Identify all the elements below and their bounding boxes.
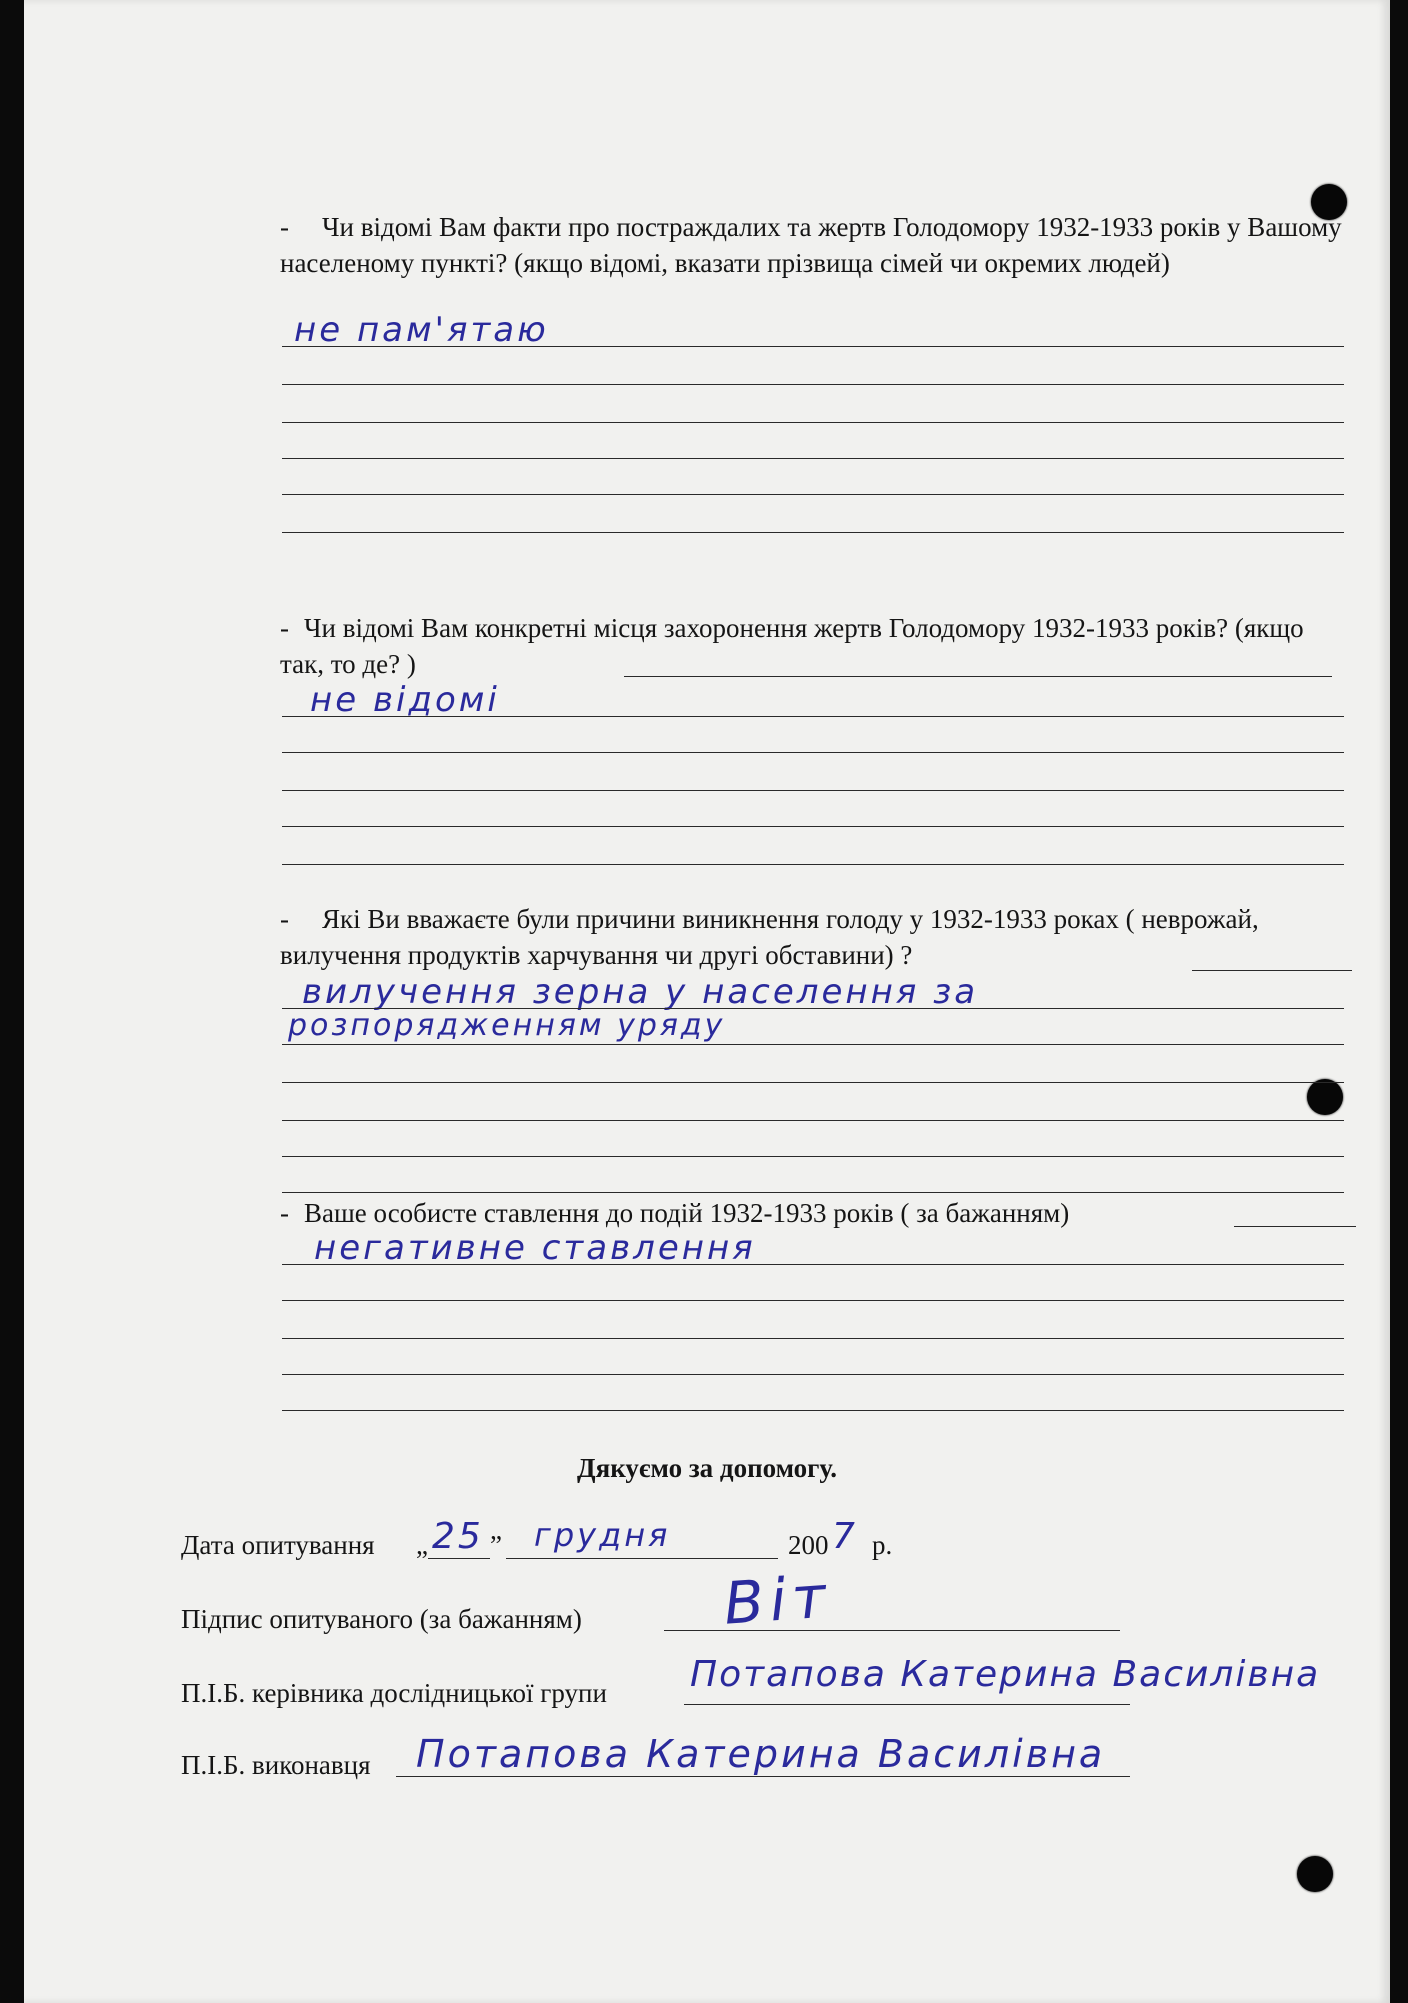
executor-underline <box>396 1776 1130 1777</box>
date-label: Дата опитування <box>181 1530 375 1560</box>
questionnaire-page <box>24 0 1390 2003</box>
answer-rule <box>282 1192 1344 1193</box>
question-text: Чи відомі Вам факти про постраждалих та жертв Голодомору 1932-1933 років у Вашому населеному пункті? (якщо відомі, вказати прізвища сімей чи окремих людей) <box>280 212 1342 278</box>
answer-rule <box>1234 1226 1356 1227</box>
answer-rule <box>282 458 1344 459</box>
executor-value: Потапова Катерина Василівна <box>416 1732 1106 1776</box>
date-year-suffix: р. <box>872 1530 893 1560</box>
signature-label: Підпис опитуваного (за бажанням) <box>181 1604 582 1634</box>
question-dash: - <box>280 904 289 934</box>
answer-rule <box>282 1120 1344 1121</box>
question-4 <box>280 1195 1354 1231</box>
group-leader-underline <box>684 1704 1130 1705</box>
answer-rule <box>282 1082 1344 1083</box>
answer-rule <box>282 864 1344 865</box>
answer-rule <box>282 1374 1344 1375</box>
group-leader-label: П.І.Б. керівника дослідницької групи <box>181 1678 607 1708</box>
date-day-value: 25 <box>432 1516 484 1557</box>
punch-hole-middle <box>1307 1079 1343 1115</box>
answer-3-line-1: вилучення зерна у населення за <box>302 972 979 1012</box>
executor-label: П.І.Б. виконавця <box>181 1750 371 1780</box>
answer-rule <box>282 1300 1344 1301</box>
punch-hole-bottom <box>1297 1856 1333 1892</box>
group-leader-value: Потапова Катерина Василівна <box>690 1654 1321 1695</box>
answer-rule <box>282 346 1344 347</box>
answer-rule <box>1192 970 1352 971</box>
answer-rule <box>282 494 1344 495</box>
question-dash: - <box>280 212 289 242</box>
answer-rule <box>282 1264 1344 1265</box>
answer-rule <box>282 1410 1344 1411</box>
answer-rule <box>282 716 1344 717</box>
question-2 <box>280 610 1354 682</box>
answer-rule <box>282 384 1344 385</box>
answer-rule <box>282 1338 1344 1339</box>
date-year-prefix: 200 <box>788 1530 829 1560</box>
answer-1-line-1: не пам'ятаю <box>294 310 549 350</box>
answer-rule <box>624 676 1332 677</box>
question-1 <box>280 209 1354 281</box>
thanks-heading: Дякуємо за допомогу. <box>577 1453 837 1483</box>
answer-rule <box>282 826 1344 827</box>
question-dash: - <box>280 613 289 643</box>
answer-rule <box>282 790 1344 791</box>
question-dash: - <box>280 1198 289 1228</box>
answer-rule <box>282 1156 1344 1157</box>
question-text: Які Ви вважаєте були причини виникнення голоду у 1932-1933 роках ( неврожай, вилучення продуктів харчування чи другі обставини) ? <box>280 904 1259 970</box>
question-text: Чи відомі Вам конкретні місця захоронення жертв Голодомору 1932-1933 років? (якщо так, то де? ) <box>280 613 1304 679</box>
signature-value: Віт <box>721 1562 834 1638</box>
date-year-digit: 7 <box>832 1516 858 1557</box>
date-day-underline <box>428 1558 490 1559</box>
answer-2-line-1: не відомі <box>310 680 500 720</box>
answer-rule <box>282 1044 1344 1045</box>
date-month-value: грудня <box>534 1516 671 1554</box>
answer-rule <box>282 532 1344 533</box>
date-open-quote: „ <box>416 1530 428 1560</box>
date-close-quote: ” <box>490 1530 502 1560</box>
answer-4-line-1: негативне ставлення <box>314 1228 756 1268</box>
answer-rule <box>282 752 1344 753</box>
question-3 <box>280 901 1354 973</box>
date-month-underline <box>506 1558 778 1559</box>
answer-3-line-2: розпорядженням уряду <box>288 1008 726 1043</box>
question-text: Ваше особисте ставлення до подій 1932-1933 років ( за бажанням) <box>304 1198 1070 1228</box>
answer-rule <box>282 422 1344 423</box>
